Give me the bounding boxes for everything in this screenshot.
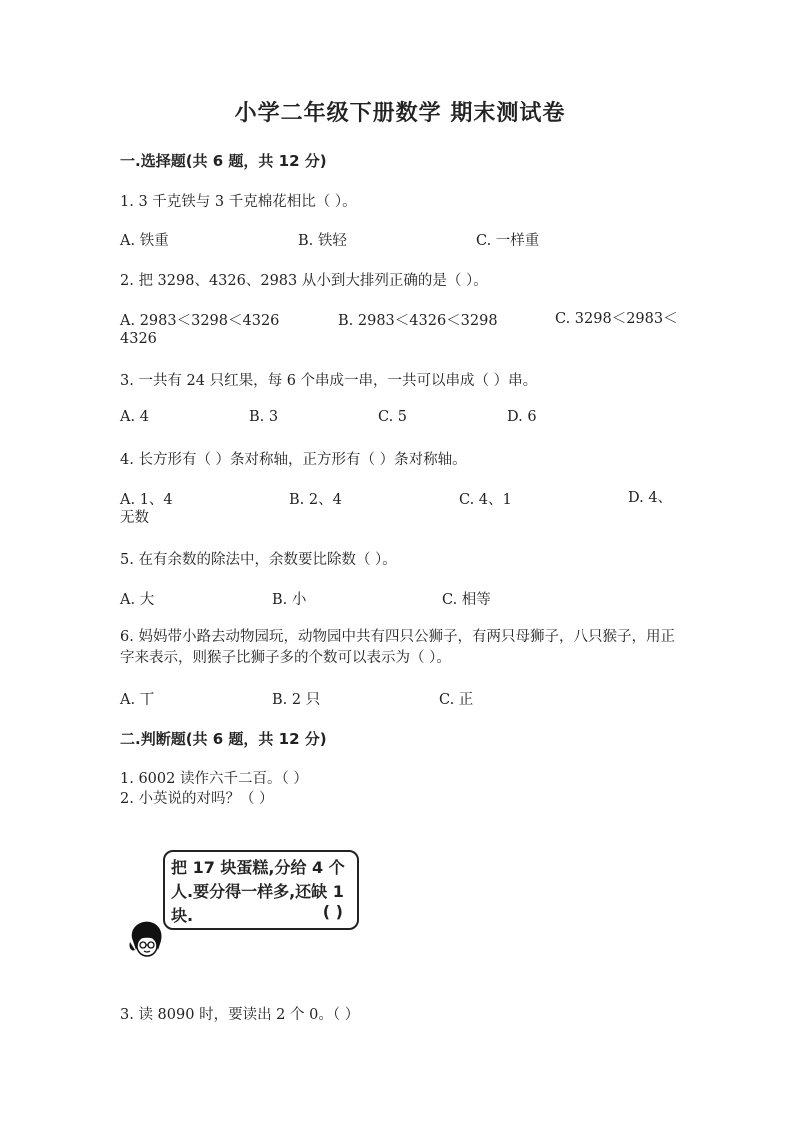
option-c: C. 4、1 (459, 492, 512, 508)
section-heading-choice: 一.选择题(共 6 题，共 12 分) (120, 152, 327, 170)
option-c: C. 3298＜2983＜4326 (120, 311, 678, 347)
option-b: B. 2 只 (272, 692, 321, 708)
option-a: A. 2983＜3298＜4326 (120, 313, 280, 329)
option-b: B. 2、4 (289, 492, 342, 508)
option-b: B. 3 (249, 409, 279, 425)
question-stem: 2. 把 3298、4326、2983 从小到大排列正确的是（ ）。 (120, 273, 488, 289)
option-a: A. 大 (120, 592, 155, 608)
question-stem: 4. 长方形有（ ）条对称轴，正方形有（ ）条对称轴。 (120, 452, 467, 468)
option-a: A. 铁重 (120, 233, 169, 249)
question-stem: 2. 小英说的对吗？（ ） (120, 791, 274, 807)
question-stem: 1. 6002 读作六千二百。（ ） (120, 771, 308, 787)
option-b: B. 铁轻 (298, 233, 347, 249)
question-stem: 6. 妈妈带小路去动物园玩，动物园中共有四只公狮子，有两只母狮子，八只猴子，用正字来表示，则猴子比狮子多的个数可以表示为（ ）。 (120, 629, 675, 666)
option-c: C. 一样重 (476, 233, 540, 249)
option-d: D. 6 (507, 409, 537, 425)
question-stem: 3. 读 8090 时，要读出 2 个 0。（ ） (120, 1007, 360, 1023)
section-heading-judgement: 二.判断题(共 6 题，共 12 分) (120, 730, 327, 748)
speech-bubble-paren: ( ) (322, 902, 343, 921)
option-a: A. 4 (120, 409, 149, 425)
question-stem: 5. 在有余数的除法中，余数要比除数（ ）。 (120, 552, 397, 568)
option-a: A. 丅 (120, 692, 155, 708)
girl-avatar-icon (128, 920, 164, 960)
speech-bubble-text: 把 17 块蛋糕,分给 4 个人.要分得一样多,还缺 1 块. (171, 858, 345, 925)
page-title: 小学二年级下册数学 期末测试卷 (234, 101, 566, 126)
option-a: A. 1、4 (120, 492, 173, 508)
option-c: C. 相等 (442, 592, 491, 608)
speech-bubble (163, 850, 359, 930)
question-stem: 1. 3 千克铁与 3 千克棉花相比（ ）。 (120, 194, 357, 210)
option-b: B. 小 (272, 592, 307, 608)
option-c: C. 正 (439, 692, 474, 708)
question-stem: 3. 一共有 24 只红果，每 6 个串成一串，一共可以串成（ ）串。 (120, 373, 538, 389)
option-c: C. 5 (378, 409, 408, 425)
option-d: D. 4、无数 (120, 490, 673, 526)
option-b: B. 2983＜4326＜3298 (338, 313, 498, 329)
